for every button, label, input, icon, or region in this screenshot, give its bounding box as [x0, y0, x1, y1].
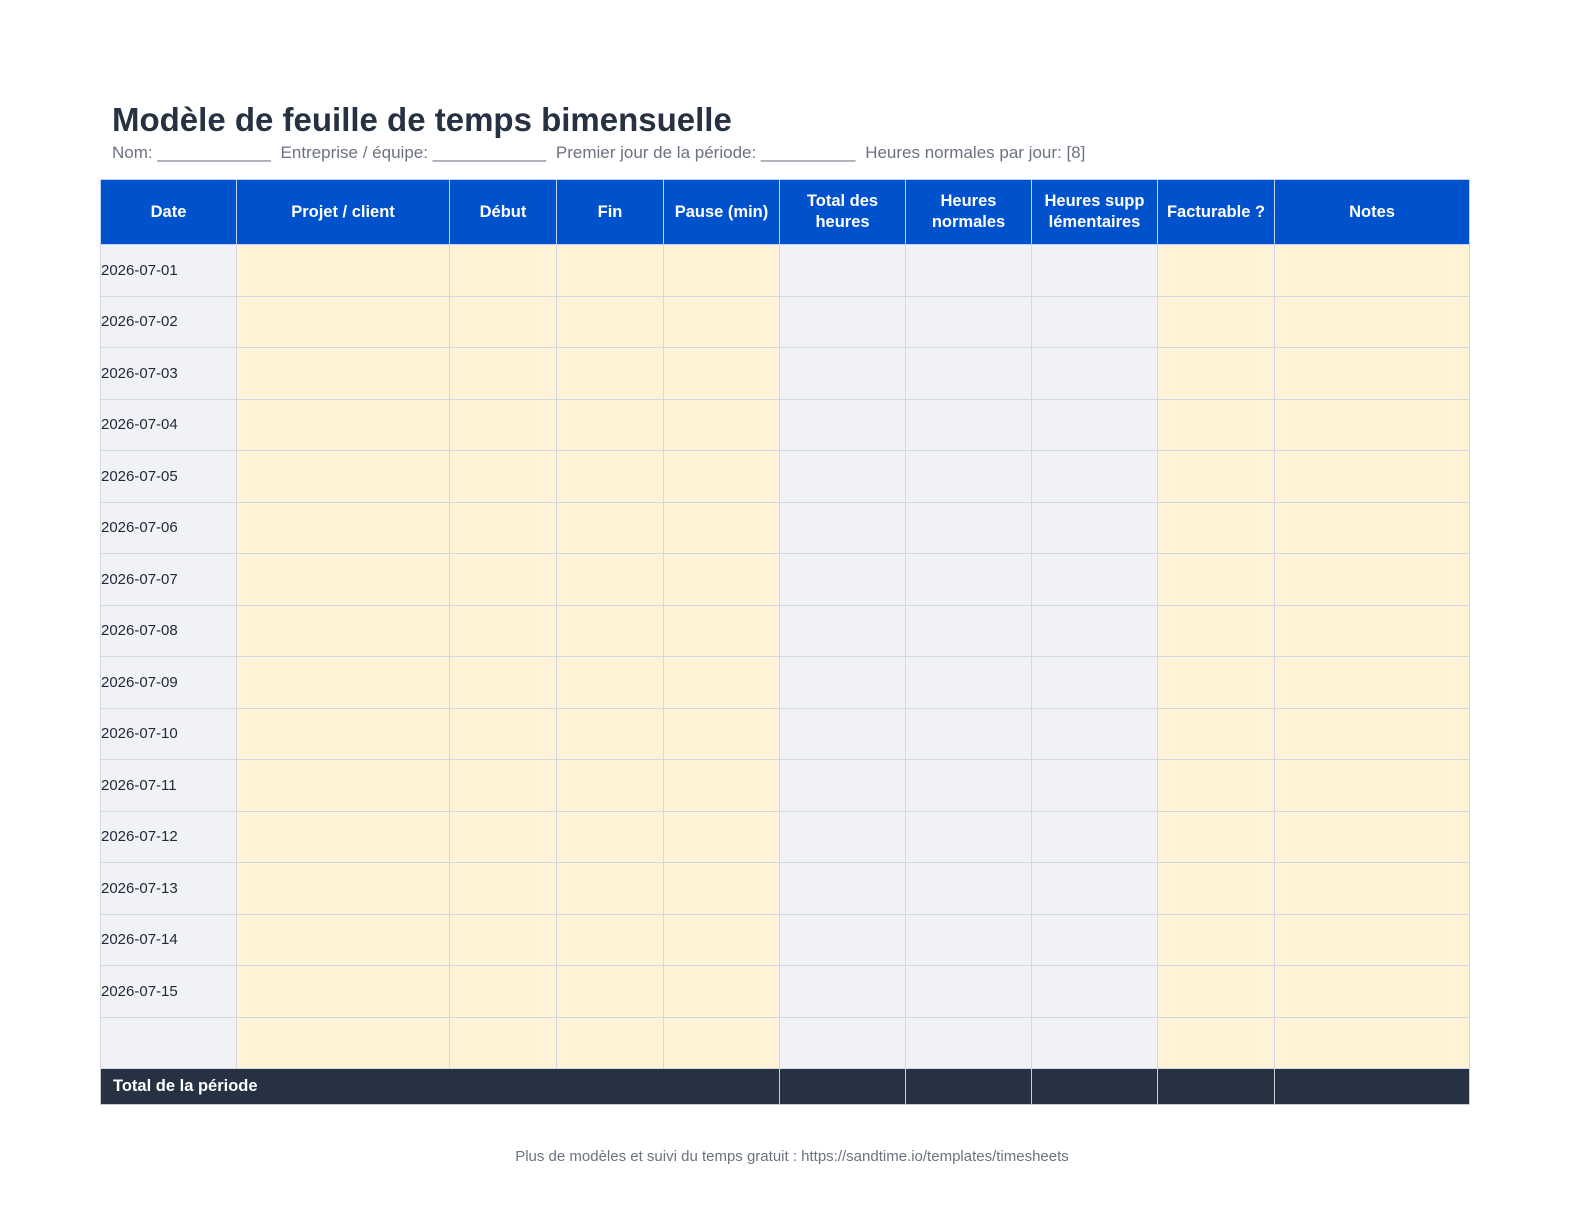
- billable-cell[interactable]: [1158, 863, 1275, 915]
- start-time-cell[interactable]: [450, 708, 557, 760]
- date-cell: 2026-07-01: [101, 245, 237, 297]
- project-client-cell[interactable]: [237, 966, 450, 1018]
- end-time-cell[interactable]: [557, 245, 664, 297]
- end-time-cell[interactable]: [557, 296, 664, 348]
- total-hours-cell: [780, 914, 906, 966]
- table-row: [101, 811, 1470, 863]
- break-minutes-cell[interactable]: [664, 502, 780, 554]
- project-client-cell[interactable]: [237, 502, 450, 554]
- break-minutes-cell[interactable]: [664, 708, 780, 760]
- column-header-overtime-hours: Heures supp lémentaires: [1032, 180, 1158, 245]
- start-time-cell[interactable]: [450, 1017, 557, 1069]
- table-row: [101, 1017, 1470, 1069]
- notes-cell[interactable]: [1275, 348, 1470, 400]
- start-time-cell[interactable]: [450, 760, 557, 812]
- notes-cell[interactable]: [1275, 914, 1470, 966]
- date-cell: 2026-07-11: [101, 760, 237, 812]
- regular-hours-cell: [906, 554, 1032, 606]
- billable-cell[interactable]: [1158, 760, 1275, 812]
- billable-cell[interactable]: [1158, 914, 1275, 966]
- notes-cell[interactable]: [1275, 605, 1470, 657]
- notes-cell[interactable]: [1275, 863, 1470, 915]
- table-row: [101, 914, 1470, 966]
- table-row: [101, 399, 1470, 451]
- project-client-cell[interactable]: [237, 554, 450, 606]
- total-hours-cell: [780, 348, 906, 400]
- billable-cell[interactable]: [1158, 245, 1275, 297]
- column-header-date: Date: [101, 180, 237, 245]
- total-hours-cell: [780, 760, 906, 812]
- date-cell: 2026-07-14: [101, 914, 237, 966]
- regular-hours-cell: [906, 914, 1032, 966]
- column-header-regular-hours: Heures normales: [906, 180, 1032, 245]
- overtime-hours-cell: [1032, 245, 1158, 297]
- overtime-hours-cell: [1032, 657, 1158, 709]
- billable-cell[interactable]: [1158, 399, 1275, 451]
- date-cell: 2026-07-07: [101, 554, 237, 606]
- project-client-cell[interactable]: [237, 708, 450, 760]
- end-time-cell[interactable]: [557, 1017, 664, 1069]
- break-minutes-cell[interactable]: [664, 451, 780, 503]
- regular-hours-cell: [906, 657, 1032, 709]
- date-cell: [101, 1017, 237, 1069]
- date-cell: 2026-07-13: [101, 863, 237, 915]
- end-time-cell[interactable]: [557, 502, 664, 554]
- date-cell: 2026-07-15: [101, 966, 237, 1018]
- end-time-cell[interactable]: [557, 451, 664, 503]
- break-minutes-cell[interactable]: [664, 966, 780, 1018]
- overtime-hours-cell: [1032, 348, 1158, 400]
- break-minutes-cell[interactable]: [664, 1017, 780, 1069]
- total-hours-cell: [780, 811, 906, 863]
- overtime-hours-cell: [1032, 863, 1158, 915]
- table-row: [101, 760, 1470, 812]
- project-client-cell[interactable]: [237, 296, 450, 348]
- total-hours-cell: [780, 296, 906, 348]
- end-time-cell[interactable]: [557, 554, 664, 606]
- date-cell: 2026-07-08: [101, 605, 237, 657]
- billable-cell[interactable]: [1158, 296, 1275, 348]
- billable-cell[interactable]: [1158, 554, 1275, 606]
- start-time-cell[interactable]: [450, 966, 557, 1018]
- overtime-hours-cell: [1032, 502, 1158, 554]
- end-time-cell[interactable]: [557, 760, 664, 812]
- table-row: [101, 708, 1470, 760]
- billable-cell[interactable]: [1158, 1017, 1275, 1069]
- overtime-hours-sum-cell: [1032, 1069, 1158, 1105]
- notes-cell[interactable]: [1275, 296, 1470, 348]
- total-hours-cell: [780, 245, 906, 297]
- overtime-hours-cell: [1032, 914, 1158, 966]
- project-client-cell[interactable]: [237, 605, 450, 657]
- start-time-cell[interactable]: [450, 554, 557, 606]
- column-header-end: Fin: [557, 180, 664, 245]
- overtime-hours-cell: [1032, 966, 1158, 1018]
- notes-cell[interactable]: [1275, 451, 1470, 503]
- regular-hours-cell: [906, 502, 1032, 554]
- table-row: [101, 657, 1470, 709]
- overtime-hours-cell: [1032, 451, 1158, 503]
- overtime-hours-cell: [1032, 1017, 1158, 1069]
- regular-hours-cell: [906, 863, 1032, 915]
- total-hours-cell: [780, 554, 906, 606]
- column-header-total-hours: Total des heures: [780, 180, 906, 245]
- regular-hours-cell: [906, 348, 1032, 400]
- total-hours-cell: [780, 966, 906, 1018]
- table-row: [101, 863, 1470, 915]
- end-time-cell[interactable]: [557, 708, 664, 760]
- project-client-cell[interactable]: [237, 399, 450, 451]
- project-client-cell[interactable]: [237, 657, 450, 709]
- table-row: [101, 966, 1470, 1018]
- project-client-cell[interactable]: [237, 863, 450, 915]
- project-client-cell[interactable]: [237, 245, 450, 297]
- regular-hours-per-day-field[interactable]: Heures normales par jour: [8]: [865, 143, 1086, 162]
- overtime-hours-cell: [1032, 296, 1158, 348]
- column-header-project-client: Projet / client: [237, 180, 450, 245]
- break-minutes-cell[interactable]: [664, 863, 780, 915]
- footer-link-text: Plus de modèles et suivi du temps gratuit : https://sandtime.io/templates/timesheets: [515, 1148, 1069, 1165]
- start-time-cell[interactable]: [450, 914, 557, 966]
- notes-cell[interactable]: [1275, 811, 1470, 863]
- total-hours-cell: [780, 605, 906, 657]
- break-minutes-cell[interactable]: [664, 554, 780, 606]
- break-minutes-cell[interactable]: [664, 348, 780, 400]
- regular-hours-cell: [906, 708, 1032, 760]
- timesheet-table: [100, 179, 1470, 1105]
- date-cell: 2026-07-04: [101, 399, 237, 451]
- notes-cell[interactable]: [1275, 1017, 1470, 1069]
- regular-hours-cell: [906, 605, 1032, 657]
- regular-hours-cell: [906, 399, 1032, 451]
- end-time-cell[interactable]: [557, 657, 664, 709]
- period-total-row: [101, 1069, 1470, 1105]
- company-team-field[interactable]: Entreprise / équipe: ____________: [280, 143, 547, 162]
- notes-cell[interactable]: [1275, 554, 1470, 606]
- billable-cell[interactable]: [1158, 657, 1275, 709]
- overtime-hours-cell: [1032, 708, 1158, 760]
- notes-total-cell: [1275, 1069, 1470, 1105]
- project-client-cell[interactable]: [237, 1017, 450, 1069]
- billable-cell[interactable]: [1158, 348, 1275, 400]
- table-row: [101, 348, 1470, 400]
- date-cell: 2026-07-02: [101, 296, 237, 348]
- break-minutes-cell[interactable]: [664, 296, 780, 348]
- date-cell: 2026-07-12: [101, 811, 237, 863]
- start-time-cell[interactable]: [450, 399, 557, 451]
- overtime-hours-cell: [1032, 605, 1158, 657]
- notes-cell[interactable]: [1275, 399, 1470, 451]
- period-start-field[interactable]: Premier jour de la période: __________: [555, 143, 856, 162]
- start-time-cell[interactable]: [450, 348, 557, 400]
- overtime-hours-cell: [1032, 554, 1158, 606]
- break-minutes-cell[interactable]: [664, 760, 780, 812]
- start-time-cell[interactable]: [450, 451, 557, 503]
- column-header-notes: Notes: [1275, 180, 1470, 245]
- end-time-cell[interactable]: [557, 914, 664, 966]
- start-time-cell[interactable]: [450, 811, 557, 863]
- end-time-cell[interactable]: [557, 863, 664, 915]
- table-header-row: [101, 180, 1470, 245]
- project-client-cell[interactable]: [237, 348, 450, 400]
- table-row: [101, 245, 1470, 297]
- billable-cell[interactable]: [1158, 502, 1275, 554]
- billable-cell[interactable]: [1158, 605, 1275, 657]
- start-time-cell[interactable]: [450, 863, 557, 915]
- regular-hours-cell: [906, 966, 1032, 1018]
- end-time-cell[interactable]: [557, 399, 664, 451]
- table-row: [101, 554, 1470, 606]
- notes-cell[interactable]: [1275, 657, 1470, 709]
- break-minutes-cell[interactable]: [664, 605, 780, 657]
- notes-cell[interactable]: [1275, 708, 1470, 760]
- column-header-start: Début: [450, 180, 557, 245]
- start-time-cell[interactable]: [450, 502, 557, 554]
- start-time-cell[interactable]: [450, 296, 557, 348]
- start-time-cell[interactable]: [450, 245, 557, 297]
- billable-sum-cell: [1158, 1069, 1275, 1105]
- break-minutes-cell[interactable]: [664, 245, 780, 297]
- total-hours-cell: [780, 1017, 906, 1069]
- overtime-hours-cell: [1032, 760, 1158, 812]
- column-header-billable: Facturable ?: [1158, 180, 1275, 245]
- date-cell: 2026-07-05: [101, 451, 237, 503]
- total-hours-cell: [780, 863, 906, 915]
- break-minutes-cell[interactable]: [664, 657, 780, 709]
- date-cell: 2026-07-03: [101, 348, 237, 400]
- date-cell: 2026-07-06: [101, 502, 237, 554]
- billable-cell[interactable]: [1158, 966, 1275, 1018]
- date-cell: 2026-07-09: [101, 657, 237, 709]
- column-header-break: Pause (min): [664, 180, 780, 245]
- regular-hours-cell: [906, 245, 1032, 297]
- end-time-cell[interactable]: [557, 811, 664, 863]
- total-hours-cell: [780, 502, 906, 554]
- table-row: [101, 451, 1470, 503]
- regular-hours-cell: [906, 1017, 1032, 1069]
- break-minutes-cell[interactable]: [664, 914, 780, 966]
- project-client-cell[interactable]: [237, 451, 450, 503]
- project-client-cell[interactable]: [237, 914, 450, 966]
- billable-cell[interactable]: [1158, 708, 1275, 760]
- regular-hours-sum-cell: [906, 1069, 1032, 1105]
- billable-cell[interactable]: [1158, 811, 1275, 863]
- project-client-cell[interactable]: [237, 760, 450, 812]
- notes-cell[interactable]: [1275, 245, 1470, 297]
- break-minutes-cell[interactable]: [664, 399, 780, 451]
- overtime-hours-cell: [1032, 811, 1158, 863]
- notes-cell[interactable]: [1275, 502, 1470, 554]
- total-hours-cell: [780, 708, 906, 760]
- total-hours-sum-cell: [780, 1069, 906, 1105]
- date-cell: 2026-07-10: [101, 708, 237, 760]
- table-row: [101, 605, 1470, 657]
- project-client-cell[interactable]: [237, 811, 450, 863]
- page-title: Modèle de feuille de temps bimensuelle: [112, 101, 732, 138]
- total-hours-cell: [780, 399, 906, 451]
- start-time-cell[interactable]: [450, 657, 557, 709]
- notes-cell[interactable]: [1275, 760, 1470, 812]
- table-row: [101, 502, 1470, 554]
- total-hours-cell: [780, 657, 906, 709]
- regular-hours-cell: [906, 811, 1032, 863]
- period-total-label: Total de la période: [101, 1069, 780, 1105]
- name-field[interactable]: Nom: ____________: [112, 143, 271, 162]
- end-time-cell[interactable]: [557, 605, 664, 657]
- billable-cell[interactable]: [1158, 451, 1275, 503]
- regular-hours-cell: [906, 451, 1032, 503]
- table-row: [101, 296, 1470, 348]
- end-time-cell[interactable]: [557, 966, 664, 1018]
- regular-hours-cell: [906, 296, 1032, 348]
- break-minutes-cell[interactable]: [664, 811, 780, 863]
- overtime-hours-cell: [1032, 399, 1158, 451]
- start-time-cell[interactable]: [450, 605, 557, 657]
- regular-hours-cell: [906, 760, 1032, 812]
- notes-cell[interactable]: [1275, 966, 1470, 1018]
- end-time-cell[interactable]: [557, 348, 664, 400]
- sheet-info-line: [112, 142, 1090, 164]
- total-hours-cell: [780, 451, 906, 503]
